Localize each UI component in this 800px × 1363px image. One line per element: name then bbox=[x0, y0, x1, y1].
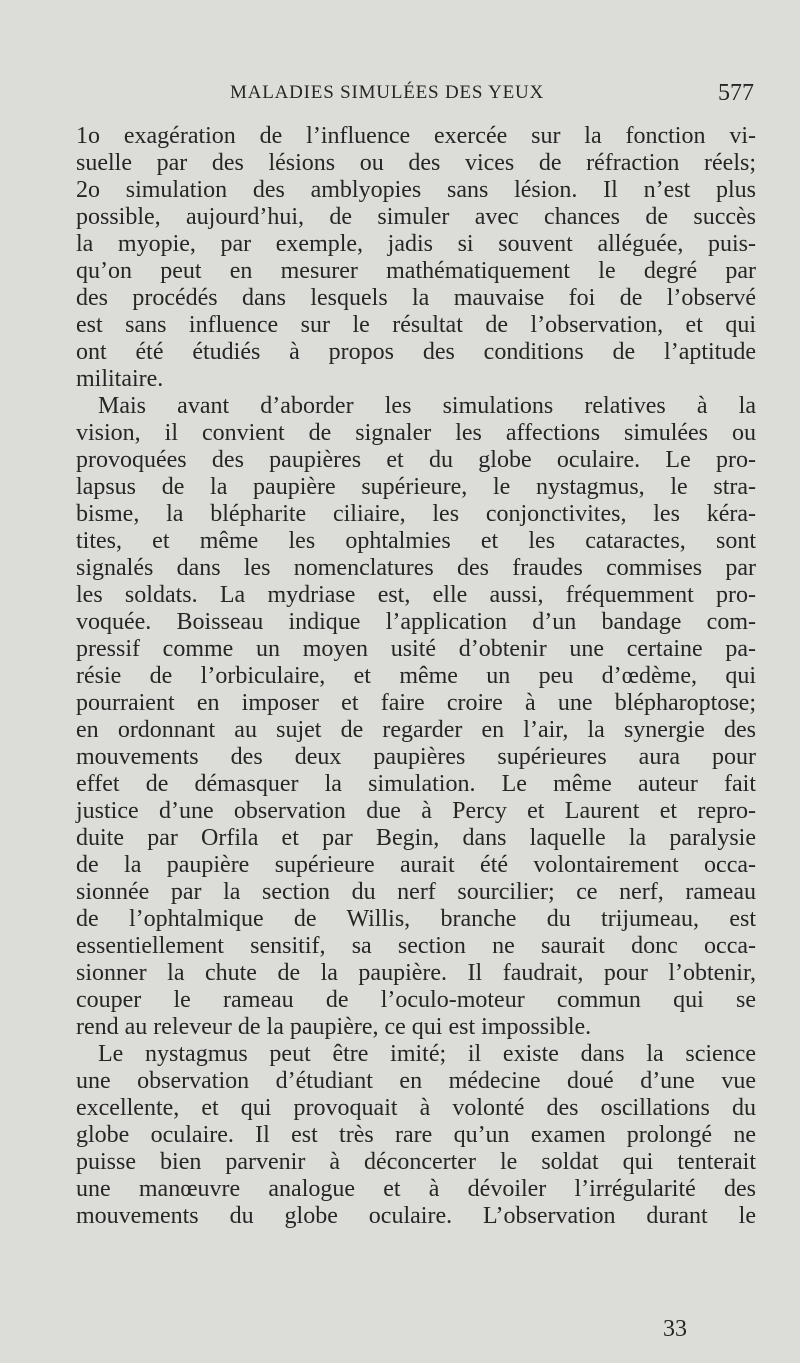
text-line: suelle par des lésions ou des vices de réfraction réels; bbox=[76, 150, 756, 176]
text-line: provoquées des paupières et du globe oculaire. Le pro- bbox=[76, 447, 756, 473]
text-line: duite par Orfila et par Begin, dans laquelle la paralysie bbox=[76, 825, 756, 851]
text-line: justice d’une observation due à Percy et Laurent et repro- bbox=[76, 798, 756, 824]
text-line: voquée. Boisseau indique l’application d’un bandage com- bbox=[76, 609, 756, 635]
text-line: de la paupière supérieure aurait été volontairement occa- bbox=[76, 852, 756, 878]
text-line: des procédés dans lesquels la mauvaise foi de l’observé bbox=[76, 285, 756, 311]
text-line: Mais avant d’aborder les simulations relatives à la bbox=[98, 393, 756, 419]
signature-mark: 33 bbox=[663, 1316, 687, 1342]
running-title: MALADIES SIMULÉES DES YEUX bbox=[230, 82, 545, 103]
text-line: Le nystagmus peut être imité; il existe dans la science bbox=[98, 1041, 756, 1067]
page-number: 577 bbox=[718, 80, 754, 106]
text-line: excellente, et qui provoquait à volonté des oscillations du bbox=[76, 1095, 756, 1121]
text-line: pressif comme un moyen usité d’obtenir une certaine pa- bbox=[76, 636, 756, 662]
text-line: est sans influence sur le résultat de l’observation, et qui bbox=[76, 312, 756, 338]
text-line: militaire. bbox=[76, 366, 164, 392]
text-line: puisse bien parvenir à déconcerter le soldat qui tenterait bbox=[76, 1149, 756, 1175]
text-line: globe oculaire. Il est très rare qu’un examen prolongé ne bbox=[76, 1122, 756, 1148]
text-line: la myopie, par exemple, jadis si souvent alléguée, puis- bbox=[76, 231, 756, 257]
text-line: 2o simulation des amblyopies sans lésion. Il n’est plus bbox=[76, 177, 756, 203]
text-line: bisme, la blépharite ciliaire, les conjonctivites, les kéra- bbox=[76, 501, 756, 527]
text-line: mouvements des deux paupières supérieures aura pour bbox=[76, 744, 756, 770]
text-line: couper le rameau de l’oculo-moteur commun qui se bbox=[76, 987, 756, 1013]
text-line: mouvements du globe oculaire. L’observation durant le bbox=[76, 1203, 756, 1229]
text-line: signalés dans les nomenclatures des fraudes commises par bbox=[76, 555, 756, 581]
text-line: rend au releveur de la paupière, ce qui est impossible. bbox=[76, 1014, 592, 1040]
text-line: qu’on peut en mesurer mathématiquement le degré par bbox=[76, 258, 756, 284]
text-line: résie de l’orbiculaire, et même un peu d’œdème, qui bbox=[76, 663, 756, 689]
text-line: pourraient en imposer et faire croire à une blépharoptose; bbox=[76, 690, 756, 716]
text-line: vision, il convient de signaler les affections simulées ou bbox=[76, 420, 756, 446]
text-line: sionner la chute de la paupière. Il faudrait, pour l’obtenir, bbox=[76, 960, 756, 986]
text-line: les soldats. La mydriase est, elle aussi, fréquemment pro- bbox=[76, 582, 756, 608]
text-line: de l’ophtalmique de Willis, branche du trijumeau, est bbox=[76, 906, 756, 932]
text-line: possible, aujourd’hui, de simuler avec chances de succès bbox=[76, 204, 756, 230]
body-text bbox=[76, 123, 756, 1230]
text-line: effet de démasquer la simulation. Le même auteur fait bbox=[76, 771, 756, 797]
text-line: tites, et même les ophtalmies et les cataractes, sont bbox=[76, 528, 756, 554]
text-line: 1o exagération de l’influence exercée sur la fonction vi- bbox=[76, 123, 756, 149]
text-line: lapsus de la paupière supérieure, le nystagmus, le stra- bbox=[76, 474, 756, 500]
text-line: essentiellement sensitif, sa section ne saurait donc occa- bbox=[76, 933, 756, 959]
text-line: en ordonnant au sujet de regarder en l’air, la synergie des bbox=[76, 717, 756, 743]
text-line: ont été étudiés à propos des conditions de l’aptitude bbox=[76, 339, 756, 365]
text-line: sionnée par la section du nerf sourcilier; ce nerf, rameau bbox=[76, 879, 756, 905]
text-line: une manœuvre analogue et à dévoiler l’irrégularité des bbox=[76, 1176, 756, 1202]
text-line: une observation d’étudiant en médecine doué d’une vue bbox=[76, 1068, 756, 1094]
